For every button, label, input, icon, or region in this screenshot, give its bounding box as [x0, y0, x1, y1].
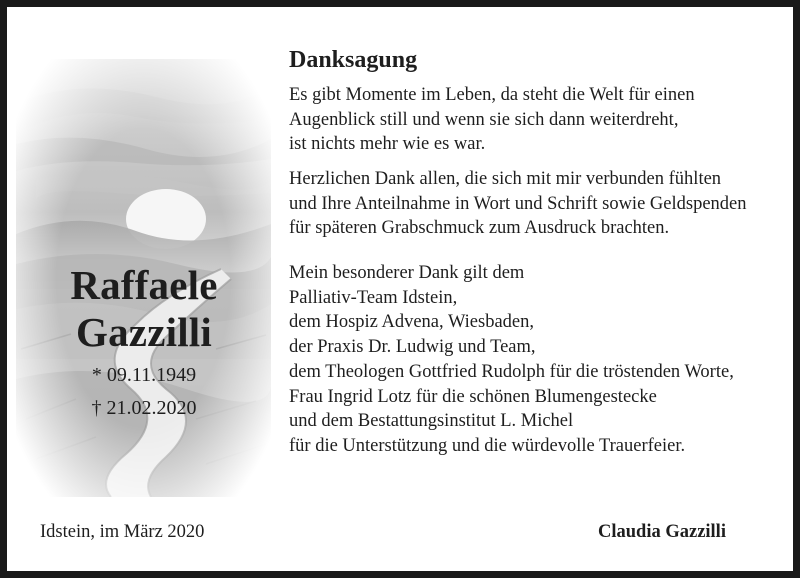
text-line: Augenblick still und wenn sie sich dann weiterdreht,: [289, 109, 679, 130]
text-line: der Praxis Dr. Ludwig und Team,: [289, 337, 536, 358]
place-and-date: Idstein, im März 2020: [40, 522, 205, 542]
text-line: und Ihre Anteilnahme in Wort und Schrift sowie Geldspenden: [289, 193, 747, 214]
thanks-paragraph-3: [289, 261, 789, 459]
text-line: für die Unterstützung und die würdevolle Trauerfeier.: [289, 435, 686, 456]
text-line: Frau Ingrid Lotz für die schönen Blumengestecke: [289, 386, 657, 407]
page-title: Danksagung: [289, 47, 418, 73]
text-line: Palliativ-Team Idstein,: [289, 287, 458, 308]
thanks-paragraph-2: [289, 167, 789, 241]
thanks-paragraph-1: [289, 83, 789, 157]
text-line: Mein besonderer Dank gilt dem: [289, 263, 525, 283]
deceased-last-name: Gazzilli: [76, 309, 212, 355]
text-line: dem Hospiz Advena, Wiesbaden,: [289, 312, 535, 333]
text-line: Herzlichen Dank allen, die sich mit mir verbunden fühlten: [289, 169, 722, 189]
text-line: und dem Bestattungsinstitut L. Michel: [289, 411, 574, 432]
text-line: ist nichts mehr wie es war.: [289, 134, 486, 155]
birth-date: * 09.11.1949: [91, 364, 197, 386]
text-line: Es gibt Momente im Leben, da steht die Welt für einen: [289, 85, 695, 105]
text-line: für späteren Grabschmuck zum Ausdruck brachten.: [289, 218, 670, 239]
death-date: † 21.02.2020: [91, 397, 197, 419]
signature: Claudia Gazzilli: [598, 522, 726, 542]
text-line: dem Theologen Gottfried Rudolph für die tröstenden Worte,: [289, 361, 734, 382]
deceased-first-name: Raffaele: [70, 262, 218, 308]
